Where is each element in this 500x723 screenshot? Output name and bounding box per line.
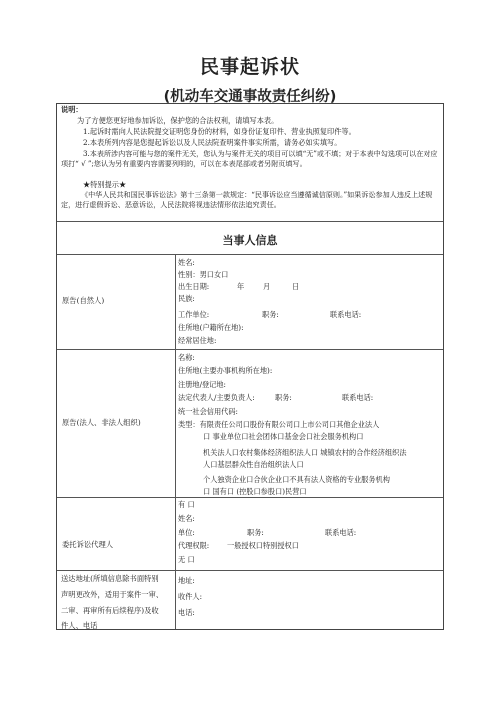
- org-credit-code-field[interactable]: 统一社会信用代码:: [178, 407, 238, 416]
- service-address-label: 二审、再审所有后续程序)及收: [61, 606, 159, 615]
- service-recipient-field[interactable]: 收件人:: [178, 592, 202, 601]
- divider: [57, 570, 443, 571]
- complaint-form-table: [56, 103, 444, 630]
- agent-none-checkbox[interactable]: 无 口: [178, 555, 195, 564]
- org-registration-field[interactable]: 注册地/登记地:: [178, 380, 226, 389]
- org-type-options[interactable]: 个人独资企业口合伙企业口不具有法人资格的专业服务机构: [203, 475, 390, 484]
- plaintiff-ethnic-field[interactable]: 民族:: [178, 294, 195, 303]
- service-address-label: 声明更改外，适用于案件一审、: [61, 590, 164, 599]
- service-address-label: 送达地址(所填信息除书面特别: [61, 574, 159, 583]
- org-name-field[interactable]: 名称:: [178, 353, 195, 362]
- plaintiff-position-field[interactable]: 职务:: [262, 310, 279, 319]
- agent-authority-options[interactable]: 一般授权口特别授权口: [227, 541, 299, 550]
- document-subtitle: (机动车交通事故责任纠纷): [163, 89, 337, 105]
- agent-label: 委托诉讼代理人: [62, 540, 114, 549]
- org-representative-field[interactable]: 法定代表人/主要负责人:: [178, 393, 255, 402]
- birth-year-label: 年: [237, 282, 245, 291]
- org-type-options[interactable]: 口 事业单位口社会团体口基金会口社会服务机构口: [203, 432, 364, 441]
- divider: [57, 221, 443, 222]
- explanation-heading: 说明：: [61, 105, 83, 114]
- org-type-options[interactable]: 机关法人口农村集体经济组织法人口 城镇农村的合作经济组织法: [203, 448, 407, 457]
- plaintiff-person-label: 原告(自然人): [62, 296, 105, 305]
- agent-unit-field[interactable]: 单位:: [178, 528, 195, 537]
- explanation-item-2: 2.本表所列内容是您提起诉讼以及人民法院查明案件事实所需，请务必如实填写。: [83, 138, 342, 147]
- plaintiff-org-label: 原告(法人、非法人组织): [62, 418, 141, 427]
- birth-day-label: 日: [292, 282, 300, 291]
- divider: [57, 254, 443, 255]
- plaintiff-habitual-residence-field[interactable]: 经常居住地:: [178, 336, 217, 345]
- org-type-options[interactable]: 口 国有口 (控股口参股口)民营口: [203, 487, 307, 496]
- plaintiff-residence-field[interactable]: 住所地(户籍所在地):: [178, 323, 244, 332]
- service-phone-field[interactable]: 电话:: [178, 608, 195, 617]
- column-divider: [175, 254, 176, 629]
- divider: [57, 497, 443, 498]
- plaintiff-birth-field[interactable]: 出生日期:: [178, 282, 210, 291]
- org-type-options[interactable]: 人口基层群众性自治组织法人口: [203, 460, 304, 469]
- divider: [57, 349, 443, 350]
- org-phone-field[interactable]: 联系电话:: [342, 393, 374, 402]
- agent-name-field[interactable]: 姓名:: [178, 514, 195, 523]
- document-title: 民事起诉状: [199, 56, 300, 78]
- plaintiff-phone-field[interactable]: 联系电话:: [330, 310, 362, 319]
- agent-has-checkbox[interactable]: 有 口: [178, 500, 195, 509]
- service-address-label: 件人、电话: [61, 621, 98, 630]
- plaintiff-gender-field[interactable]: 性别：男口女口: [178, 270, 229, 279]
- agent-authority-label: 代理权限:: [178, 541, 210, 550]
- org-address-field[interactable]: 住所地(主要办事机构所在地):: [178, 366, 273, 375]
- birth-month-label: 月: [263, 282, 271, 291]
- org-type-options[interactable]: 类型：有限责任公司口股份有限公司口上市公司口其他企业法人: [178, 420, 380, 429]
- plaintiff-name-field[interactable]: 姓名:: [178, 258, 195, 267]
- explanation-item-3: 3.本表所涉内容可能与您的案件无关，您认为与案件无关的项目可以填“无”或不填；对于本表中勾选项可以在对应项打“ √ ”;您认为另有重要内容需要列明的，可以在本表尾部或者另附页填写。: [61, 149, 438, 168]
- plaintiff-employer-field[interactable]: 工作单位:: [178, 310, 210, 319]
- explanation-intro: 为了方便您更好地参加诉讼，保护您的合法权利，请填写本表。: [77, 116, 279, 125]
- org-position-field[interactable]: 职务:: [275, 393, 292, 402]
- special-notice-title: ★特别提示★: [83, 180, 127, 189]
- special-notice-text: 《中华人民共和国民事诉讼法》第十三条第一款规定：“民事诉讼应当遵循诚信原则。”如果诉讼参加人违反上述规定，进行虚假诉讼、恶意诉讼，人民法院将视违法情形依法追究责任。: [61, 190, 433, 209]
- section-title: 当事人信息: [222, 234, 278, 247]
- explanation-item-1: 1.起诉时需向人民法院提交证明您身份的材料，如身份证复印件、营业执照复印件等。: [83, 127, 356, 136]
- agent-phone-field[interactable]: 联系电话:: [325, 528, 357, 537]
- agent-position-field[interactable]: 职务:: [247, 528, 264, 537]
- service-address-field[interactable]: 地址:: [178, 576, 195, 585]
